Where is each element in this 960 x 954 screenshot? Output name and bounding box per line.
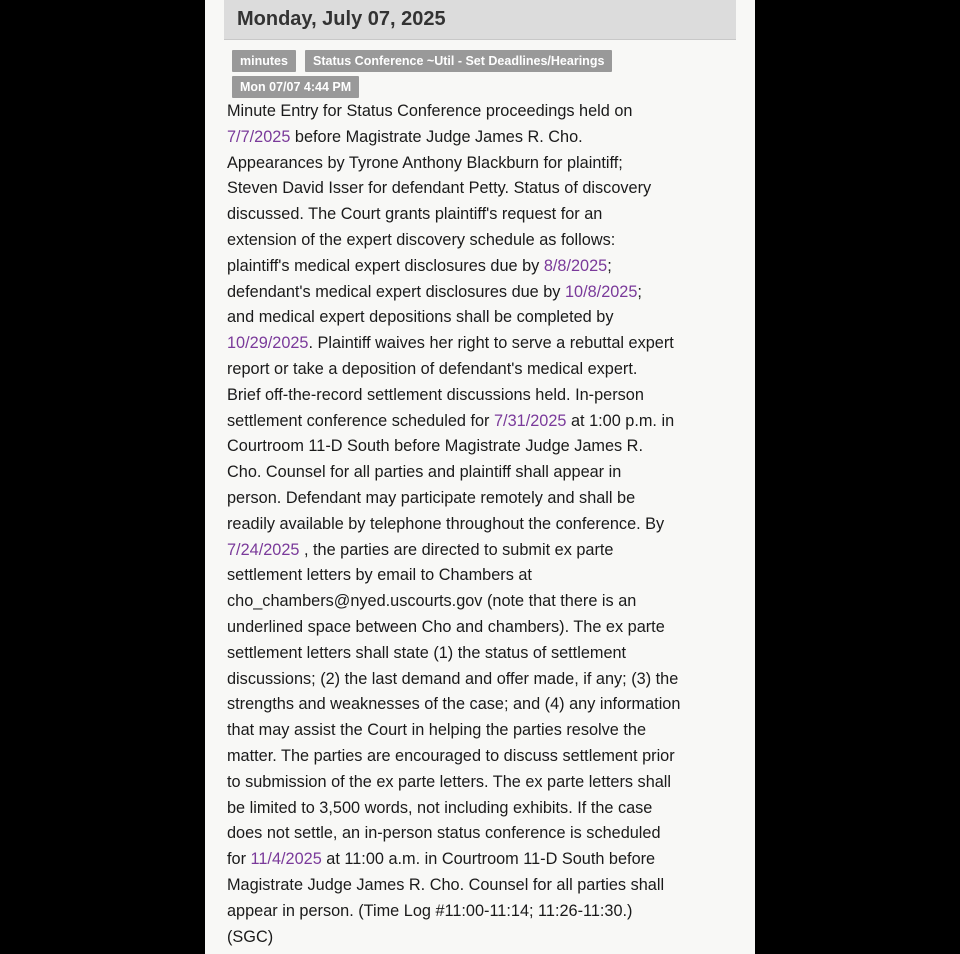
entry-text-segment: appear in person. (Time Log #11:00-11:14; 11:26-11:30.): [227, 901, 633, 920]
entry-line: [227, 512, 747, 538]
entry-line: [227, 925, 747, 951]
date-link[interactable]: 7/24/2025: [227, 540, 300, 559]
date-link[interactable]: 10/8/2025: [564, 282, 638, 301]
minute-entry-text: [227, 99, 747, 950]
entry-text-segment: does not settle, an in-person status conference is scheduled: [227, 824, 661, 843]
entry-text-segment: discussed. The Court grants plaintiff's request for an: [227, 205, 603, 224]
entry-line: [227, 99, 747, 125]
entry-line: [227, 383, 747, 409]
entry-text-segment: and medical expert depositions shall be completed by: [227, 308, 614, 327]
entry-line: [227, 563, 747, 589]
entry-text-segment: . Plaintiff waives her right to serve a rebuttal expert: [308, 334, 674, 353]
entry-line: [227, 615, 747, 641]
entry-text-segment: to submission of the ex parte letters. The ex parte letters shall: [227, 772, 672, 791]
entry-text-segment: readily available by telephone throughout the conference. By: [227, 514, 665, 533]
entry-line: [227, 460, 747, 486]
entry-text-segment: settlement conference scheduled for: [227, 411, 494, 430]
entry-line: [227, 744, 747, 770]
entry-text-segment: discussions; (2) the last demand and offer made, if any; (3) the: [227, 669, 679, 688]
entry-line: [227, 176, 747, 202]
entry-line: [227, 873, 747, 899]
entry-line: [227, 796, 747, 822]
entry-text-segment: , the parties are directed to submit ex parte: [299, 540, 614, 559]
entry-text-segment: Courtroom 11-D South before Magistrate Judge James R.: [227, 437, 643, 456]
entry-line: [227, 667, 747, 693]
entry-text-segment: matter. The parties are encouraged to discuss settlement prior: [227, 746, 675, 765]
entry-line: [227, 357, 747, 383]
entry-text-segment: defendant's medical expert disclosures due by: [227, 282, 565, 301]
entry-line: [227, 718, 747, 744]
entry-text-segment: report or take a deposition of defendant's medical expert.: [227, 359, 638, 378]
doc-type-badge[interactable]: minutes: [232, 50, 296, 72]
entry-line: [227, 305, 747, 331]
entry-line: [227, 692, 747, 718]
entry-text-segment: be limited to 3,500 words, not including exhibits. If the case: [227, 798, 653, 817]
entry-line: [227, 254, 747, 280]
entry-line: [227, 770, 747, 796]
entry-text-segment: at 1:00 p.m. in: [566, 411, 675, 430]
entry-line: [227, 589, 747, 615]
entry-line: [227, 847, 747, 873]
date-header: Monday, July 07, 2025: [224, 0, 736, 40]
entry-line: [227, 434, 747, 460]
entry-line: [227, 151, 747, 177]
entry-text-segment: ;: [607, 256, 612, 275]
entry-text-segment: before Magistrate Judge James R. Cho.: [290, 127, 583, 146]
date-link[interactable]: 10/29/2025: [227, 334, 309, 353]
entry-text-segment: for: [227, 850, 251, 869]
entry-line: [227, 538, 747, 564]
entry-text-segment: Magistrate Judge James R. Cho. Counsel for all parties shall: [227, 875, 665, 894]
entry-line: [227, 899, 747, 925]
date-link[interactable]: 7/31/2025: [494, 411, 567, 430]
entry-text-segment: plaintiff's medical expert disclosures due by: [227, 256, 544, 275]
entry-line: [227, 125, 747, 151]
entry-line: [227, 228, 747, 254]
entry-line: [227, 202, 747, 228]
entry-line: [227, 641, 747, 667]
entry-text-segment: Appearances by Tyrone Anthony Blackburn for plaintiff;: [227, 153, 623, 172]
entry-text-segment: cho_chambers@nyed.uscourts.gov (note that there is an: [227, 592, 637, 611]
entry-text-segment: person. Defendant may participate remotely and shall be: [227, 488, 636, 507]
entry-text-segment: underlined space between Cho and chambers). The ex parte: [227, 617, 665, 636]
entry-text-segment: (SGC): [227, 927, 274, 946]
entry-text-segment: strengths and weaknesses of the case; and (4) any information: [227, 695, 681, 714]
entry-line: [227, 486, 747, 512]
entry-text-segment: Cho. Counsel for all parties and plaintiff shall appear in: [227, 463, 622, 482]
entry-line: [227, 331, 747, 357]
entry-line: [227, 280, 747, 306]
entry-text-segment: Minute Entry for Status Conference proceedings held on: [227, 102, 633, 120]
entry-line: [227, 409, 747, 435]
entry-text-segment: extension of the expert discovery schedule as follows:: [227, 230, 616, 249]
date-link[interactable]: 8/8/2025: [543, 256, 608, 275]
entry-line: [227, 821, 747, 847]
entry-text-segment: Steven David Isser for defendant Petty. Status of discovery: [227, 179, 652, 198]
event-type-badge[interactable]: Status Conference ~Util - Set Deadlines/Hearings: [305, 50, 612, 72]
timestamp-badge: Mon 07/07 4:44 PM: [232, 76, 359, 98]
docket-entry-panel: [205, 0, 755, 954]
date-link[interactable]: 7/7/2025: [227, 127, 291, 146]
entry-text-segment: settlement letters shall state (1) the status of settlement: [227, 643, 627, 662]
entry-text-segment: Brief off-the-record settlement discussions held. In-person: [227, 385, 644, 404]
entry-text-segment: ;: [637, 282, 642, 301]
entry-text-segment: at 11:00 a.m. in Courtroom 11-D South before: [321, 850, 656, 869]
entry-text-segment: that may assist the Court in helping the parties resolve the: [227, 721, 647, 740]
date-link[interactable]: 11/4/2025: [250, 850, 322, 869]
entry-text-segment: settlement letters by email to Chambers at: [227, 566, 532, 585]
